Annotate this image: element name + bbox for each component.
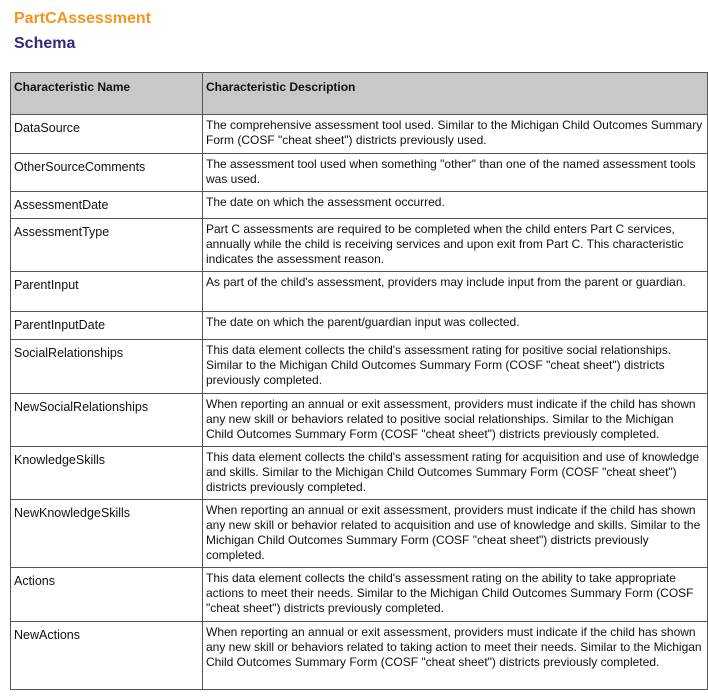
characteristic-description: This data element collects the child's assessment rating on the ability to take appropriate actions to meet their needs. Similar to the Michigan Child Outcomes Summary Form (COSF "cheat sheet") districts previously completed. <box>203 568 708 622</box>
table-row <box>11 394 708 447</box>
table-row <box>11 500 708 568</box>
characteristic-description: Part C assessments are required to be completed when the child enters Part C services, annually while the child is receiving services and upon exit from Part C. This characteristic indicates the assessment reason. <box>203 219 708 272</box>
characteristic-name: ParentInput <box>11 272 203 312</box>
characteristic-description: The comprehensive assessment tool used. Similar to the Michigan Child Outcomes Summary Form (COSF "cheat sheet") districts previously used. <box>203 115 708 154</box>
table-row <box>11 312 708 340</box>
characteristic-description: When reporting an annual or exit assessment, providers must indicate if the child has shown any new skill or behaviors related to taking action to meet their needs. Similar to the Michigan Child Outcomes Summary Form (COSF "cheat sheet") districts previously completed. <box>203 622 708 690</box>
characteristic-name: DataSource <box>11 115 203 154</box>
characteristic-description: This data element collects the child's assessment rating for positive social relationships. Similar to the Michigan Child Outcomes Summary Form (COSF "cheat sheet") districts previously completed. <box>203 340 708 394</box>
table-row <box>11 192 708 219</box>
schema-table <box>10 72 708 690</box>
table-row <box>11 219 708 272</box>
characteristic-name: OtherSourceComments <box>11 154 203 192</box>
column-header-description: Characteristic Description <box>203 73 708 115</box>
characteristic-name: NewKnowledgeSkills <box>11 500 203 568</box>
characteristic-description: The date on which the parent/guardian input was collected. <box>203 312 708 340</box>
characteristic-name: AssessmentDate <box>11 192 203 219</box>
characteristic-name: KnowledgeSkills <box>11 447 203 500</box>
table-row <box>11 340 708 394</box>
characteristic-name: ParentInputDate <box>11 312 203 340</box>
page-title: PartCAssessment <box>14 10 151 27</box>
characteristic-name: NewSocialRelationships <box>11 394 203 447</box>
table-header-row <box>11 73 708 115</box>
table-row <box>11 154 708 192</box>
table-row <box>11 447 708 500</box>
characteristic-description: The date on which the assessment occurred. <box>203 192 708 219</box>
characteristic-description: This data element collects the child's assessment rating for acquisition and use of knowledge and skills. Similar to the Michigan Child Outcomes Summary Form (COSF "cheat sheet") districts previously completed. <box>203 447 708 500</box>
table-row <box>11 622 708 690</box>
table-row <box>11 272 708 312</box>
characteristic-description: When reporting an annual or exit assessment, providers must indicate if the child has shown any new skill or behaviors related to positive social relationships. Similar to the Michigan Child Outcomes Summary Form (COSF "cheat sheet") districts previously completed. <box>203 394 708 447</box>
characteristic-name: SocialRelationships <box>11 340 203 394</box>
characteristic-description: The assessment tool used when something "other" than one of the named assessment tools was used. <box>203 154 708 192</box>
page-subtitle: Schema <box>14 35 76 52</box>
characteristic-description: When reporting an annual or exit assessment, providers must indicate if the child has shown any new skill or behavior related to acquisition and use of knowledge and skills. Similar to the Michigan Child Outcomes Summary Form (COSF "cheat sheet") districts previously completed. <box>203 500 708 568</box>
characteristic-description: As part of the child's assessment, providers may include input from the parent or guardian. <box>203 272 708 312</box>
column-header-name: Characteristic Name <box>11 73 203 115</box>
characteristic-name: NewActions <box>11 622 203 690</box>
characteristic-name: AssessmentType <box>11 219 203 272</box>
characteristic-name: Actions <box>11 568 203 622</box>
table-row <box>11 568 708 622</box>
table-row <box>11 115 708 154</box>
